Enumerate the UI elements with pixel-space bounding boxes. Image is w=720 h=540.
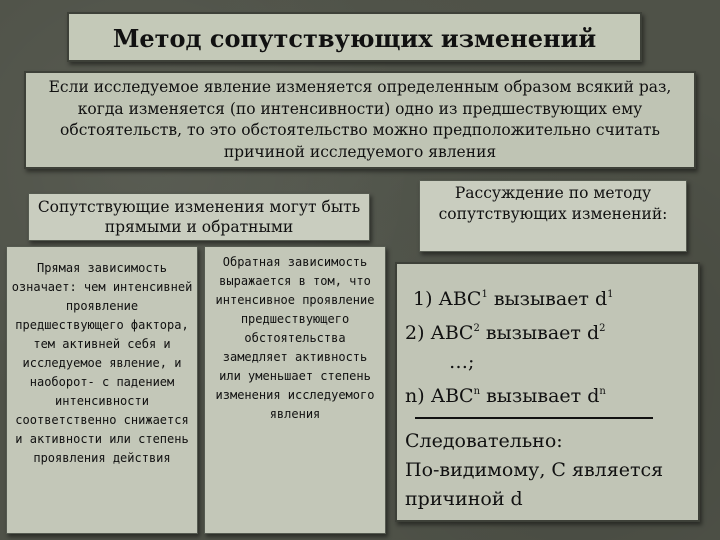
reasoning-title-box: Рассуждение по методу сопутствующих изменений: [419,180,687,252]
conclusion-text: По-видимому, С является [405,459,664,481]
reasoning-line-2: 2) АВС$^2$ вызывает $d^2$ [405,322,606,344]
conclusion-label: Следовательно: [405,430,563,452]
concomitant-changes-box: Сопутствующие изменения могут быть прямыми и обратными [28,193,370,241]
method-definition: Если исследуемое явление изменяется определенным образом всякий раз, когда изменяется (по интенсивности) одно из предшествующих ему обстоятельств, то это обстоятельство можно предположительно считать причиной исследуемого явления [24,71,696,169]
reasoning-ellipsis: …; [449,351,475,373]
reasoning-scheme-box [395,262,700,522]
conclusion-text-end: причиной d [405,488,523,510]
reasoning-line-1: 1) АВС$^1$ вызывает $d^1$ [413,288,614,310]
reasoning-line-n: n) АВС$^n$ вызывает $d^n$ [405,385,606,407]
inverse-dependency-box: Обратная зависимость выражается в том, что интенсивное проявление предшествующего обстоятельства замедляет активность или уменьшает степень изменения исследуемого явления [204,246,386,534]
reasoning-divider [415,417,653,419]
direct-dependency-box: Прямая зависимость означает: чем интенсивней проявление предшествующего фактора, тем активней себя и исследуемое явление, и наоборот- с падением интенсивности соответственно снижается и активности или степень проявления действия [6,246,198,534]
slide-title: Метод сопутствующих изменений [67,12,642,62]
